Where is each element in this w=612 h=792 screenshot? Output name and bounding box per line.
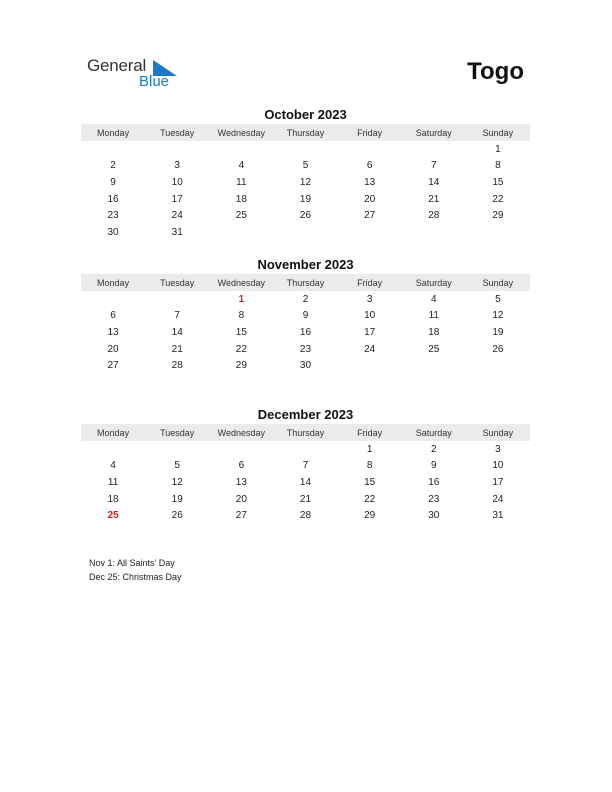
day-cell: 23 — [107, 210, 119, 222]
weekday-label: Tuesday — [160, 427, 195, 438]
day-cell: 15 — [235, 326, 247, 338]
day-cell: 11 — [107, 476, 119, 488]
day-cell: 1 — [495, 143, 501, 155]
day-cell: 3 — [495, 443, 501, 455]
holiday-note: Dec 25: Christmas Day — [89, 572, 182, 582]
day-cell: 2 — [110, 160, 116, 172]
day-cell: 25 — [235, 210, 247, 222]
day-cell: 7 — [430, 160, 437, 172]
day-cell: 19 — [299, 193, 312, 205]
day-cell: 28 — [171, 360, 183, 372]
day-cell: 3 — [366, 293, 373, 305]
day-cell: 6 — [238, 460, 245, 472]
day-cell: 11 — [236, 176, 247, 188]
logo-general-text: General — [87, 56, 147, 75]
day-cell: 18 — [235, 193, 247, 205]
day-cell: 17 — [364, 326, 376, 338]
day-cell: 8 — [495, 160, 501, 172]
day-cell: 20 — [364, 193, 376, 205]
day-cell: 14 — [428, 176, 440, 188]
week-row — [81, 458, 530, 475]
week-row — [81, 324, 530, 341]
day-cell: 3 — [174, 160, 180, 172]
day-cell: 25 — [428, 343, 440, 355]
weekday-label: Wednesday — [217, 277, 266, 288]
day-cell: 28 — [428, 210, 440, 222]
day-cell: 2 — [430, 443, 437, 455]
day-cell: 5 — [495, 293, 501, 305]
day-cell: 13 — [364, 176, 376, 188]
day-cell: 9 — [110, 176, 116, 188]
day-cell: 14 — [171, 326, 183, 338]
day-cell: 16 — [428, 476, 440, 488]
day-cell: 12 — [492, 310, 504, 322]
week-row — [81, 341, 530, 358]
day-cell: 21 — [428, 193, 440, 205]
weekday-label: Thursday — [286, 127, 325, 138]
day-cell: 4 — [238, 160, 245, 172]
weekday-header — [81, 274, 530, 291]
day-cell: 4 — [110, 460, 116, 472]
day-cell: 29 — [364, 510, 376, 522]
day-cell: 27 — [107, 360, 119, 372]
day-cell: 10 — [364, 310, 376, 322]
day-cell: 22 — [492, 193, 504, 205]
day-cell: 13 — [107, 326, 119, 338]
day-cell: 31 — [492, 510, 504, 522]
weekday-label: Monday — [97, 127, 130, 138]
day-cell: 25 — [107, 510, 119, 522]
weekday-label: Sunday — [482, 427, 514, 438]
day-cell: 28 — [299, 510, 312, 522]
day-cell: 16 — [107, 193, 119, 205]
weekday-label: Sunday — [482, 127, 514, 138]
day-cell: 20 — [107, 343, 119, 355]
day-cell: 22 — [364, 493, 376, 505]
weekday-label: Tuesday — [160, 127, 195, 138]
day-cell: 14 — [299, 476, 312, 488]
week-row — [81, 357, 530, 374]
day-cell: 24 — [364, 343, 376, 355]
day-cell: 21 — [171, 343, 183, 355]
week-row — [81, 224, 530, 241]
holiday-note: Nov 1: All Saints’ Day — [89, 558, 175, 568]
logo-blue-text: Blue — [139, 73, 170, 90]
day-cell: 19 — [492, 326, 504, 338]
weekday-label: Friday — [357, 427, 383, 438]
month-october — [81, 106, 530, 241]
day-cell: 6 — [366, 160, 373, 172]
day-cell: 15 — [492, 176, 504, 188]
weekday-label: Friday — [357, 277, 383, 288]
week-row — [81, 474, 530, 491]
day-cell: 27 — [235, 510, 247, 522]
day-cell: 31 — [171, 226, 183, 238]
week-row — [81, 141, 530, 158]
day-cell: 10 — [171, 176, 183, 188]
day-cell: 7 — [302, 460, 309, 472]
day-cell: 22 — [235, 343, 247, 355]
day-cell: 29 — [492, 210, 504, 222]
weekday-label: Thursday — [286, 427, 325, 438]
week-row — [81, 491, 530, 508]
day-cell: 12 — [171, 476, 183, 488]
day-cell: 17 — [492, 476, 504, 488]
week-row — [81, 158, 530, 175]
day-cell: 27 — [364, 210, 376, 222]
logo — [87, 56, 187, 92]
day-cell: 4 — [430, 293, 437, 305]
weekday-label: Thursday — [286, 277, 325, 288]
weekday-label: Wednesday — [217, 427, 266, 438]
month-title: October 2023 — [264, 107, 347, 122]
weekday-header — [81, 424, 530, 441]
day-cell: 12 — [299, 176, 312, 188]
day-cell: 30 — [299, 360, 312, 372]
weekday-label: Monday — [97, 427, 130, 438]
day-cell: 26 — [299, 210, 312, 222]
weekday-label: Monday — [97, 277, 130, 288]
weekday-label: Saturday — [415, 127, 452, 138]
weekday-label: Friday — [357, 127, 383, 138]
day-cell: 10 — [492, 460, 504, 472]
month-november — [81, 256, 530, 374]
day-cell: 17 — [171, 193, 183, 205]
day-cell: 30 — [107, 226, 119, 238]
day-cell: 1 — [238, 293, 245, 305]
week-row — [81, 207, 530, 224]
week-row — [81, 441, 530, 458]
day-cell: 23 — [299, 343, 312, 355]
weekday-label: Wednesday — [217, 127, 266, 138]
day-cell: 9 — [302, 310, 309, 322]
day-cell: 30 — [428, 510, 440, 522]
day-cell: 26 — [492, 343, 504, 355]
month-title: December 2023 — [257, 407, 354, 422]
day-cell: 24 — [171, 210, 183, 222]
day-cell: 7 — [174, 310, 180, 322]
day-cell: 9 — [430, 460, 437, 472]
day-cell: 21 — [299, 493, 312, 505]
day-cell: 5 — [174, 460, 180, 472]
day-cell: 16 — [299, 326, 312, 338]
day-cell: 23 — [428, 493, 440, 505]
day-cell: 18 — [428, 326, 440, 338]
day-cell: 2 — [302, 293, 309, 305]
day-cell: 8 — [366, 460, 373, 472]
day-cell: 11 — [428, 310, 439, 322]
day-cell: 26 — [171, 510, 183, 522]
country-title: Togo — [467, 58, 524, 85]
day-cell: 5 — [302, 160, 309, 172]
day-cell: 29 — [235, 360, 247, 372]
weekday-label: Saturday — [415, 277, 452, 288]
day-cell: 19 — [171, 493, 183, 505]
weekday-header — [81, 124, 530, 141]
week-row — [81, 308, 530, 325]
weekday-label: Tuesday — [160, 277, 195, 288]
week-row — [81, 291, 530, 308]
day-cell: 1 — [366, 443, 373, 455]
day-cell: 13 — [235, 476, 247, 488]
weekday-label: Saturday — [415, 427, 452, 438]
day-cell: 6 — [110, 310, 116, 322]
month-december — [81, 406, 530, 524]
day-cell: 15 — [364, 476, 376, 488]
weekday-label: Sunday — [482, 277, 514, 288]
week-row — [81, 191, 530, 208]
week-row — [81, 174, 530, 191]
month-title: November 2023 — [257, 257, 354, 272]
day-cell: 18 — [107, 493, 119, 505]
day-cell: 8 — [238, 310, 245, 322]
day-cell: 20 — [235, 493, 247, 505]
holiday-list — [89, 556, 182, 584]
week-row — [81, 507, 530, 524]
day-cell: 24 — [492, 493, 504, 505]
